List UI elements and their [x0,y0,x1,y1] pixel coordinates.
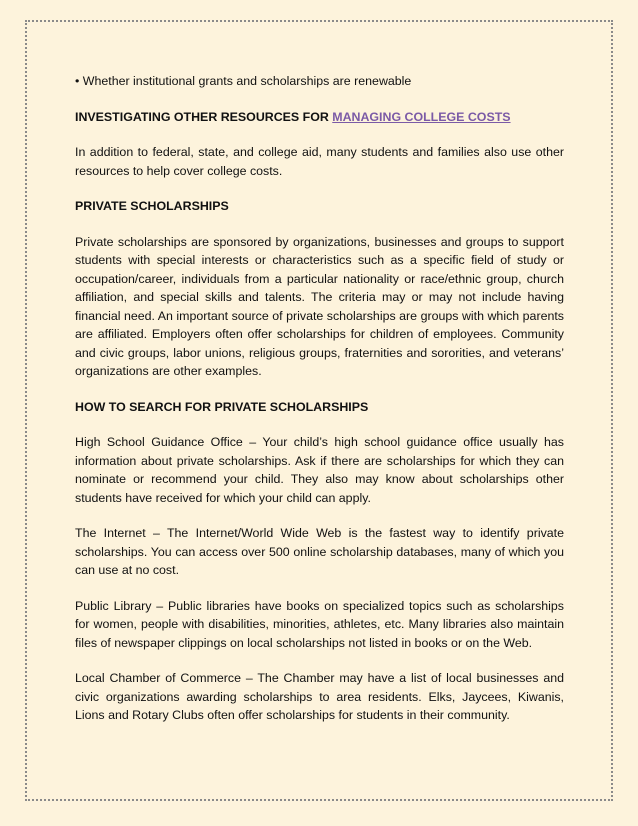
paragraph-chamber-of-commerce: Local Chamber of Commerce – The Chamber may have a list of local businesses and civic organizations awarding scholarships to area residents. Elks, Jaycees, Kiwanis, Lions and Rotary Clubs often offer scholarships for students in their community. [75,671,564,722]
bullet-renewable: • Whether institutional grants and scholarships are renewable [75,74,412,88]
managing-college-costs-link[interactable]: MANAGING COLLEGE COSTS [332,109,511,124]
heading-investigating-text: INVESTIGATING OTHER RESOURCES FOR [75,109,329,124]
paragraph-guidance-office: High School Guidance Office – Your child’s high school guidance office usually has information about private scholarships. Ask if there are scholarships for which they can nominate or recommend your child. They also may know about scholarships other students have received for which your child can apply. [75,435,564,505]
paragraph-internet: The Internet – The Internet/World Wide Web is the fastest way to identify private scholarships. You can access over 500 online scholarship databases, many of which you can use at no cost. [75,526,564,577]
document-body [75,72,564,742]
paragraph-private-scholarships: Private scholarships are sponsored by organizations, businesses and groups to support students with special interests or characteristics such as a specific field of study or occupation/career, individuals from a particular nationality or race/ethnic group, church affiliation, and special skills and talents. The criteria may or may not include having financial need. An important source of private scholarships are groups with which parents are affiliated. Employers often offer scholarships for children of employees. Community and civic groups, labor unions, religious groups, fraternities and sororities, and veterans’ organizations are other examples. [75,234,564,378]
heading-how-to-search: HOW TO SEARCH FOR PRIVATE SCHOLARSHIPS [75,399,369,414]
paragraph-intro: In addition to federal, state, and college aid, many students and families also use other resources to help cover college costs. [75,145,564,178]
paragraph-public-library: Public Library – Public libraries have books on specialized topics such as scholarships for women, people with disabilities, minorities, athletes, etc. Many libraries also maintain files of newspaper clippings on local scholarships not listed in books or on the Web. [75,598,564,650]
heading-private-scholarships: PRIVATE SCHOLARSHIPS [75,199,229,213]
heading-investigating-resources [75,108,564,127]
